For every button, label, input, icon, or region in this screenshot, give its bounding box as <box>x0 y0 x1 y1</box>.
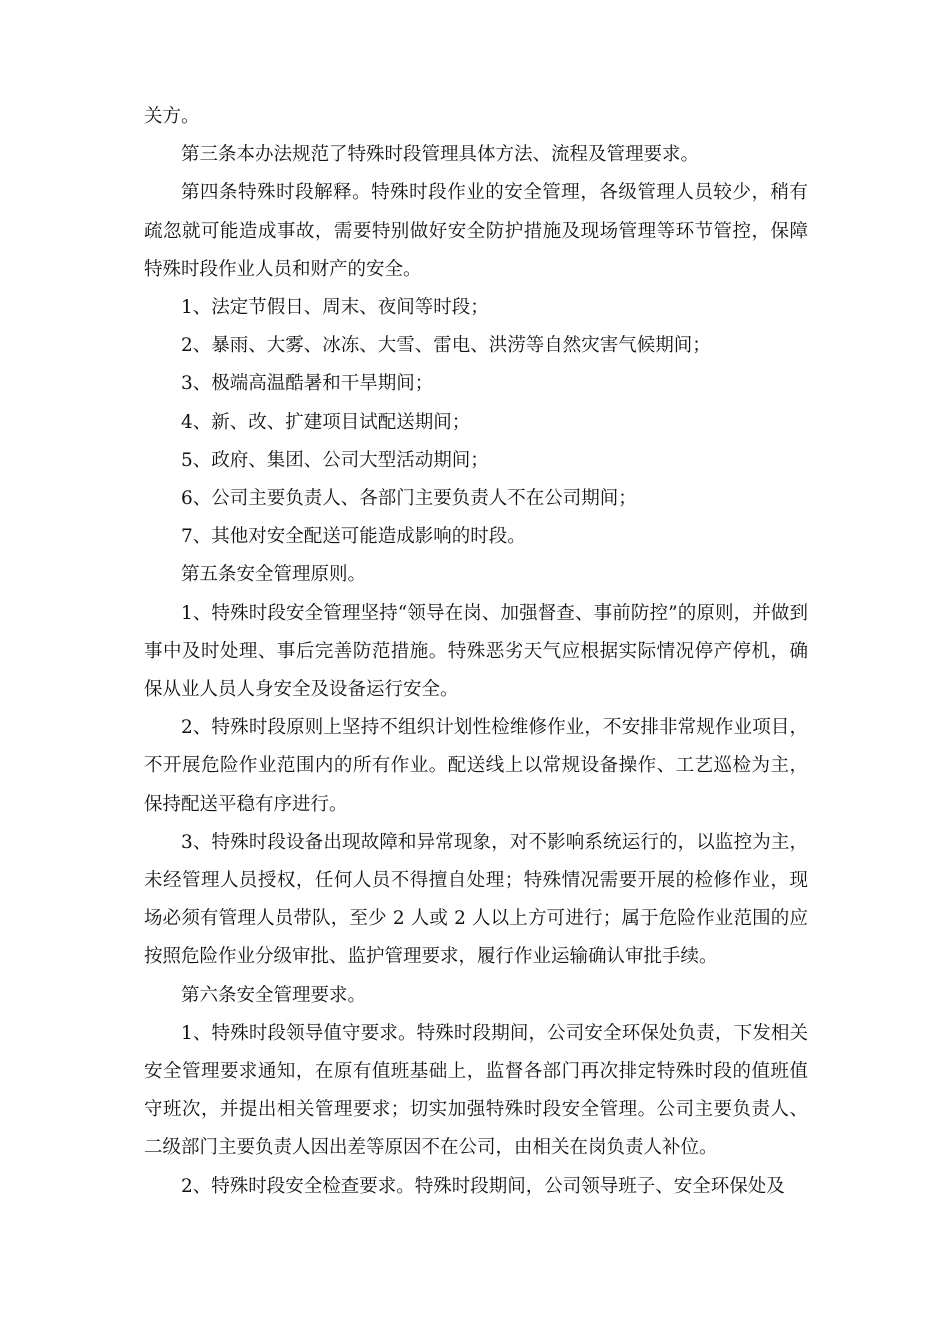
list-item: 1、特殊时段领导值守要求。特殊时段期间，公司安全环保处负责，下发相关安全管理要求通知，在原有值班基础上，监督各部门再次排定特殊时段的值班值守班次，并提出相关管理要求；切实加强特殊时段安全管理。公司主要负责人、二级部门主要负责人因出差等原因不在公司，由相关在岗负责人补位。 <box>144 1022 808 1159</box>
document-body <box>144 98 808 1206</box>
list-item: 6、公司主要负责人、各部门主要负责人不在公司期间； <box>181 488 637 510</box>
list-item: 2、特殊时段原则上坚持不组织计划性检维修作业，不安排非常规作业项目，不开展危险作业范围内的所有作业。配送线上以常规设备操作、工艺巡检为主，保持配送平稳有序进行。 <box>144 717 808 815</box>
list-item: 3、特殊时段设备出现故障和异常现象，对不影响系统运行的，以监控为主，未经管理人员授权，任何人员不得擅自处理；特殊情况需要开展的检修作业，现场必须有管理人员带队，至少 2 人或 2 人以上方可进行；属于危险作业范围的应按照危险作业分级审批、监护管理要求，履行作业运输确认审批手续。 <box>144 831 808 968</box>
paragraph: 关方。 <box>144 106 200 127</box>
list-item: 5、政府、集团、公司大型活动期间； <box>181 449 489 471</box>
list-item: 2、特殊时段安全检查要求。特殊时段期间，公司领导班子、安全环保处及 <box>181 1175 785 1197</box>
list-item: 1、特殊时段安全管理坚持“领导在岗、加强督查、事前防控”的原则，并做到事中及时处理、事后完善防范措施。特殊恶劣天气应根据实际情况停产停机，确保从业人员人身安全及设备运行安全。 <box>144 602 808 701</box>
list-item: 3、极端高温酷暑和干旱期间； <box>181 373 434 395</box>
list-item: 7、其他对安全配送可能造成影响的时段。 <box>181 526 526 548</box>
list-item: 4、新、改、扩建项目试配送期间； <box>181 411 471 433</box>
paragraph: 第四条特殊时段解释。特殊时段作业的安全管理，各级管理人员较少，稍有疏忽就可能造成事故，需要特别做好安全防护措施及现场管理等环节管控，保障特殊时段作业人员和财产的安全。 <box>144 182 808 280</box>
paragraph: 第五条安全管理原则。 <box>181 564 367 586</box>
list-item: 1、法定节假日、周末、夜间等时段； <box>181 297 489 319</box>
list-item: 2、暴雨、大雾、冰冻、大雪、雷电、洪涝等自然灾害气候期间； <box>181 335 711 357</box>
paragraph: 第三条本办法规范了特殊时段管理具体方法、流程及管理要求。 <box>181 144 700 166</box>
paragraph: 第六条安全管理要求。 <box>181 984 367 1006</box>
